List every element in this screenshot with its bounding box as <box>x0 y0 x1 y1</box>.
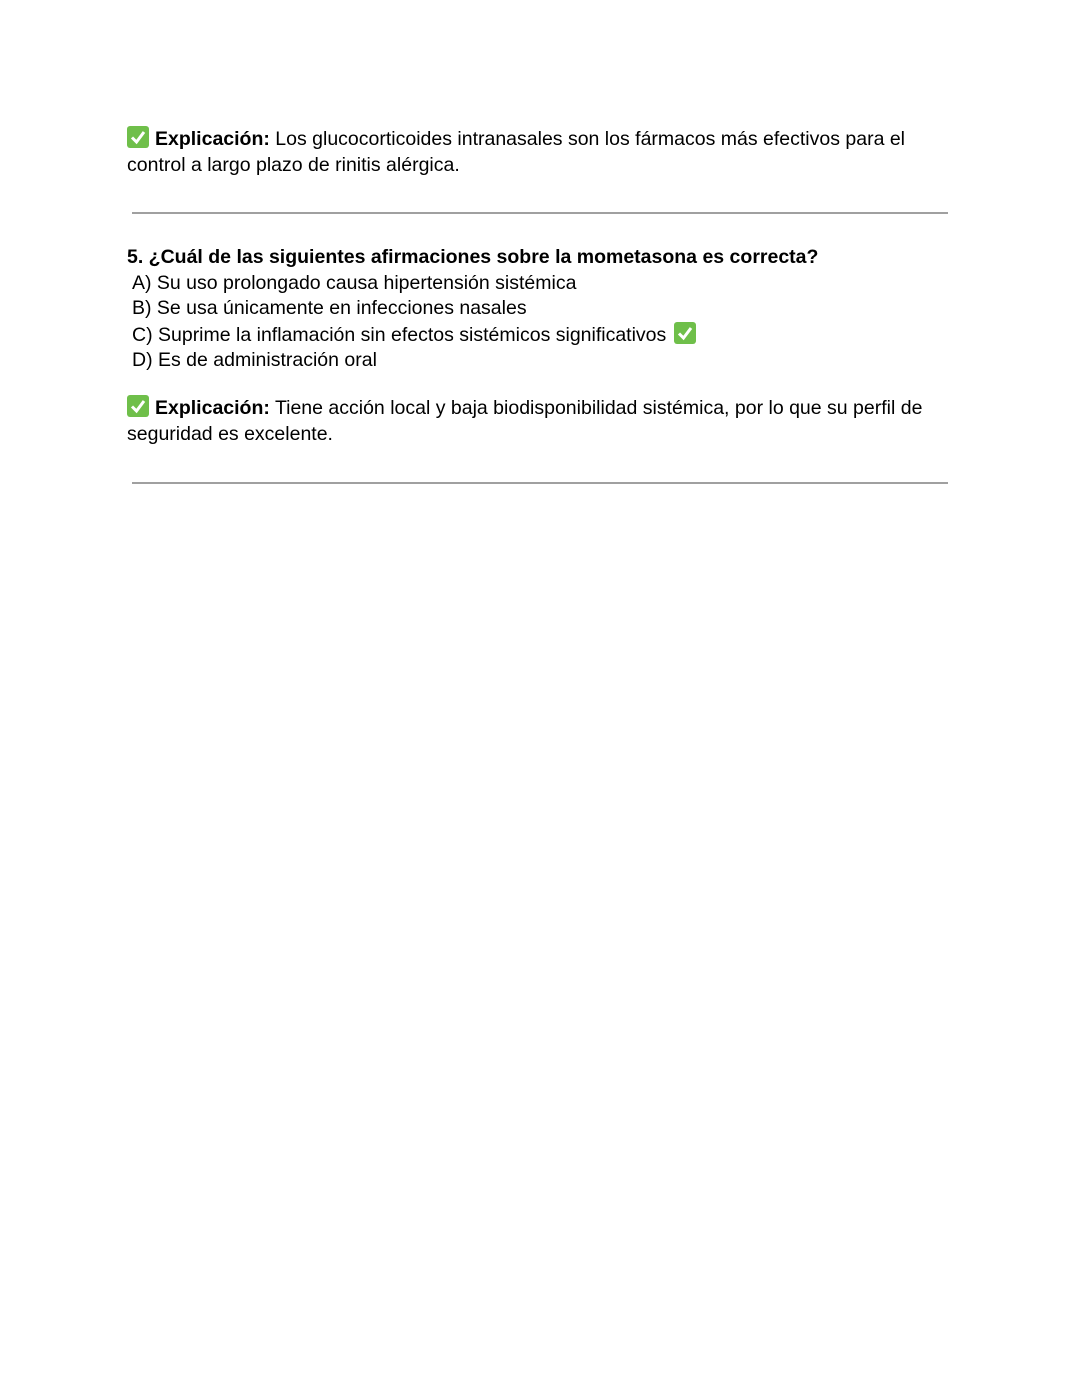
question-explanation <box>127 395 937 447</box>
check-mark-icon <box>127 395 149 417</box>
option-d: D) Es de administración oral <box>132 349 377 371</box>
option-c <box>127 322 957 349</box>
previous-explanation <box>127 126 927 178</box>
explanation-text: Los glucocorticoides intranasales son los fármacos más efectivos para el control a largo plazo de rinitis alérgica. <box>127 128 906 176</box>
explanation-text: Tiene acción local y baja biodisponibilidad sistémica, por lo que su perfil de seguridad es excelente. <box>127 397 923 445</box>
divider <box>132 212 948 214</box>
question-5 <box>127 245 957 374</box>
option-a: A) Su uso prolongado causa hipertensión sistémica <box>132 271 577 294</box>
explanation-label: Explicación: <box>155 128 270 150</box>
check-mark-icon <box>127 126 149 148</box>
correct-check-icon <box>674 322 696 344</box>
explanation-label: Explicación: <box>155 397 270 419</box>
question-title: 5. ¿Cuál de las siguientes afirmaciones sobre la mometasona es correcta? <box>127 246 819 268</box>
divider <box>132 482 948 484</box>
option-c-text: C) Suprime la inflamación sin efectos sistémicos significativos <box>132 323 667 346</box>
option-b: B) Se usa únicamente en infecciones nasales <box>132 297 527 319</box>
